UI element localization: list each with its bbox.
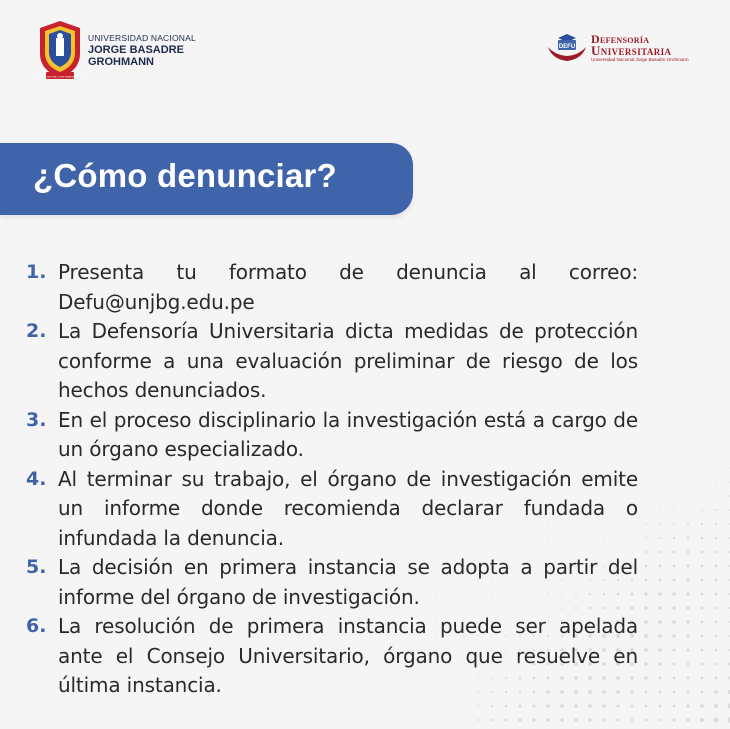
step-number: 1. (26, 261, 47, 283)
step-text: Al terminar su trabajo, el órgano de investigación emite un informe donde recomienda declarar fundada o infundada la denuncia. (58, 466, 638, 550)
step-number: 2. (26, 320, 47, 342)
list-item (26, 553, 638, 612)
defensoria-name (591, 33, 689, 63)
university-name-line2: JORGE BASADRE (88, 44, 184, 56)
university-name-line3: GROHMANN (88, 56, 154, 68)
step-text: La resolución de primera instancia puede ser apelada ante el Consejo Universitario, órgano que resuelve en última instancia. (58, 614, 638, 697)
university-name (88, 32, 196, 68)
list-item (26, 406, 638, 465)
seal-text: UNIVERSIDAD NACIONAL JORGE BASADRE GROHMANN (32, 76, 88, 79)
step-text: Presenta tu formato de denuncia al correo: Defu@unjbg.edu.pe (58, 260, 638, 314)
list-item (26, 465, 638, 554)
list-item (26, 317, 638, 406)
university-seal-icon (32, 18, 88, 82)
page-title: ¿Cómo denunciar? (33, 157, 337, 194)
step-number: 6. (26, 615, 47, 637)
defensoria-name-line1: Defensoría (591, 32, 650, 46)
defensoria-logo-icon (546, 33, 588, 63)
defensoria-badge: DEFU (558, 44, 576, 50)
list-item (26, 612, 638, 701)
defensoria-name-line3: Universidad Nacional Jorge Basadre Grohmann (591, 57, 689, 62)
step-number: 4. (26, 467, 47, 490)
defensoria-name-line2: Universitaria (591, 43, 672, 58)
defensoria-logo (546, 33, 689, 63)
university-logo (32, 18, 196, 82)
university-name-line1: UNIVERSIDAD NACIONAL (88, 33, 196, 43)
step-number: 5. (26, 556, 47, 578)
step-text: En el proceso disciplinario la investigación está a cargo de un órgano especializado. (58, 407, 638, 461)
step-number: 3. (26, 408, 47, 431)
step-text: La Defensoría Universitaria dicta medidas de protección conforme a una evaluación preliminar de riesgo de los hechos denunciados. (58, 319, 638, 402)
header (0, 0, 730, 110)
list-item (26, 258, 638, 317)
step-text: La decisión en primera instancia se adopta a partir del informe del órgano de investigación. (58, 555, 638, 609)
steps-list (26, 258, 638, 701)
